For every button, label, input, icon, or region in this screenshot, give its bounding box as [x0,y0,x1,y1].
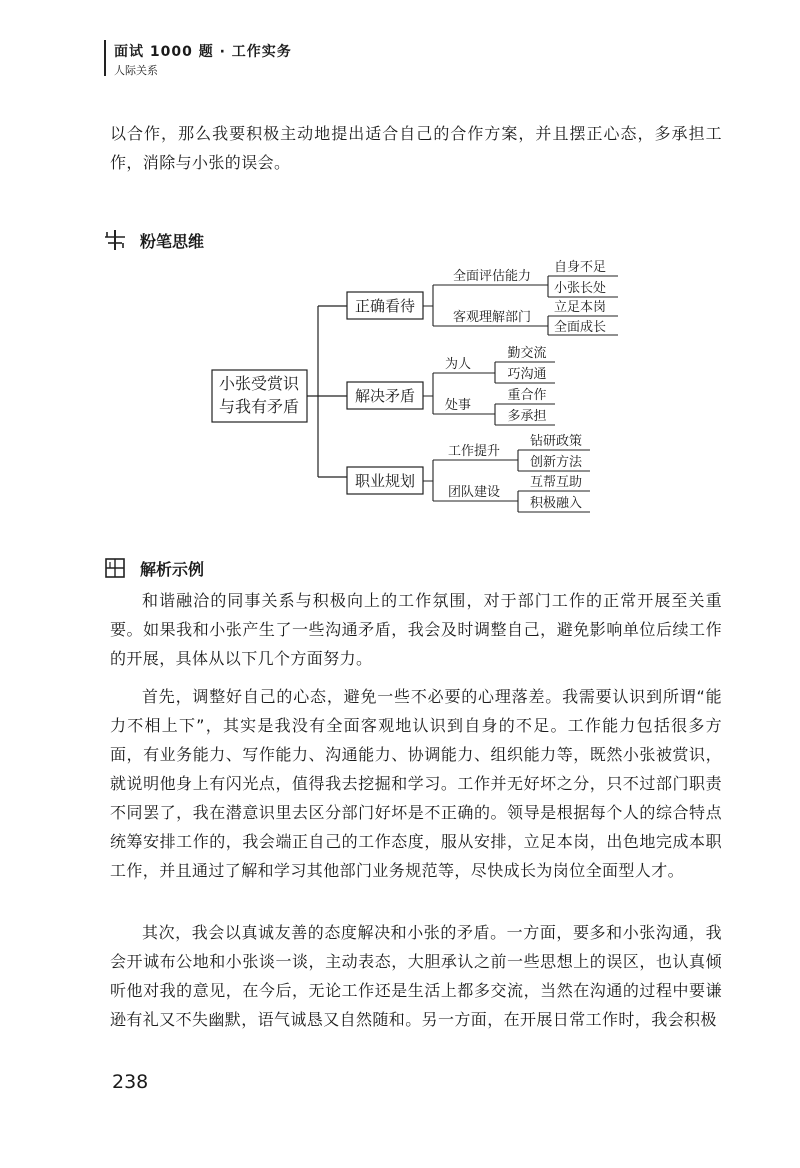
sub-label: 工作提升 [447,444,501,459]
mindmap-heading: 粉笔思维 [140,232,205,251]
root-connector [307,306,347,477]
sub-label: 处事 [444,398,472,413]
root-line-1: 小张受赏识 [218,374,300,393]
branch-label: 解决矛盾 [354,387,416,405]
branch-label: 正确看待 [354,297,416,315]
sub-label: 为人 [444,357,472,372]
analysis-paragraph: 首先，调整好自己的心态，避免一些不必要的心理落差。我需要认识到所谓“能力不相上下”，其实是我没有全面客观地认识到自身的不足。工作能力包括很多方面，有业务能力、写作能力、沟通能力、协调能力、组织能力等，既然小张被赏识，就说明他身上有闪光点，值得我去挖掘和学习。工作并无好坏之分，只不过部门职责不同罢了，我在潜意识里去区分部门好坏是不正确的。领导是根据每个人的综合特点统筹安排工作的，我会端正自己的工作态度，服从安排，立足本岗，出色地完成本职工作，并且通过了解和学习其他部门业务规范等，尽快成长为岗位全面型人才。 [110,687,722,880]
leaf-label: 积极融入 [529,496,583,511]
leaf-label: 多承担 [507,409,547,424]
leaf-label: 互帮互助 [529,475,583,490]
leaf-label: 小张长处 [553,281,607,296]
leaf-label: 全面成长 [553,320,607,335]
leaf-label: 巧沟通 [507,367,547,382]
intro-paragraph: 以合作，那么我要积极主动地提出适合自己的合作方案，并且摆正心态，多承担工作，消除与小张的误会。 [110,124,722,172]
branch-label: 职业规划 [354,472,416,490]
sub-label: 全面评估能力 [452,269,532,284]
leaf-label: 立足本岗 [553,300,607,315]
sub-label: 客观理解部门 [452,310,532,325]
book-title: 面试 1000 题 · 工作实务 [114,44,292,60]
leaf-label: 自身不足 [553,260,607,275]
leaf-label: 重合作 [507,388,547,403]
leaf-label: 勤交流 [507,346,547,361]
grid-box-icon [105,558,125,578]
page-number: 238 [112,1071,149,1093]
analysis-paragraph: 和谐融洽的同事关系与积极向上的工作氛围，对于部门工作的正常开展至关重要。如果我和小张产生了一些沟通矛盾，我会及时调整自己，避免影响单位后续工作的开展，具体从以下几个方面努力。 [110,591,722,668]
chapter-title: 人际关系 [114,64,158,77]
analysis-paragraph: 其次，我会以真诚友善的态度解决和小张的矛盾。一方面，要多和小张沟通，我会开诚布公地和小张谈一谈，主动表态，大胆承认之前一些思想上的误区，也认真倾听他对我的意见，在今后，无论工作还是生活上都多交流，当然在沟通的过程中要谦逊有礼又不失幽默，语气诚恳又自然随和。另一方面，在开展日常工作时，我会积极 [110,923,722,1029]
analysis-heading: 解析示例 [140,560,205,579]
leaf-label: 钻研政策 [529,434,583,449]
leaf-label: 创新方法 [529,455,583,470]
sub-label: 团队建设 [447,485,501,500]
root-line-2: 与我有矛盾 [218,397,300,416]
